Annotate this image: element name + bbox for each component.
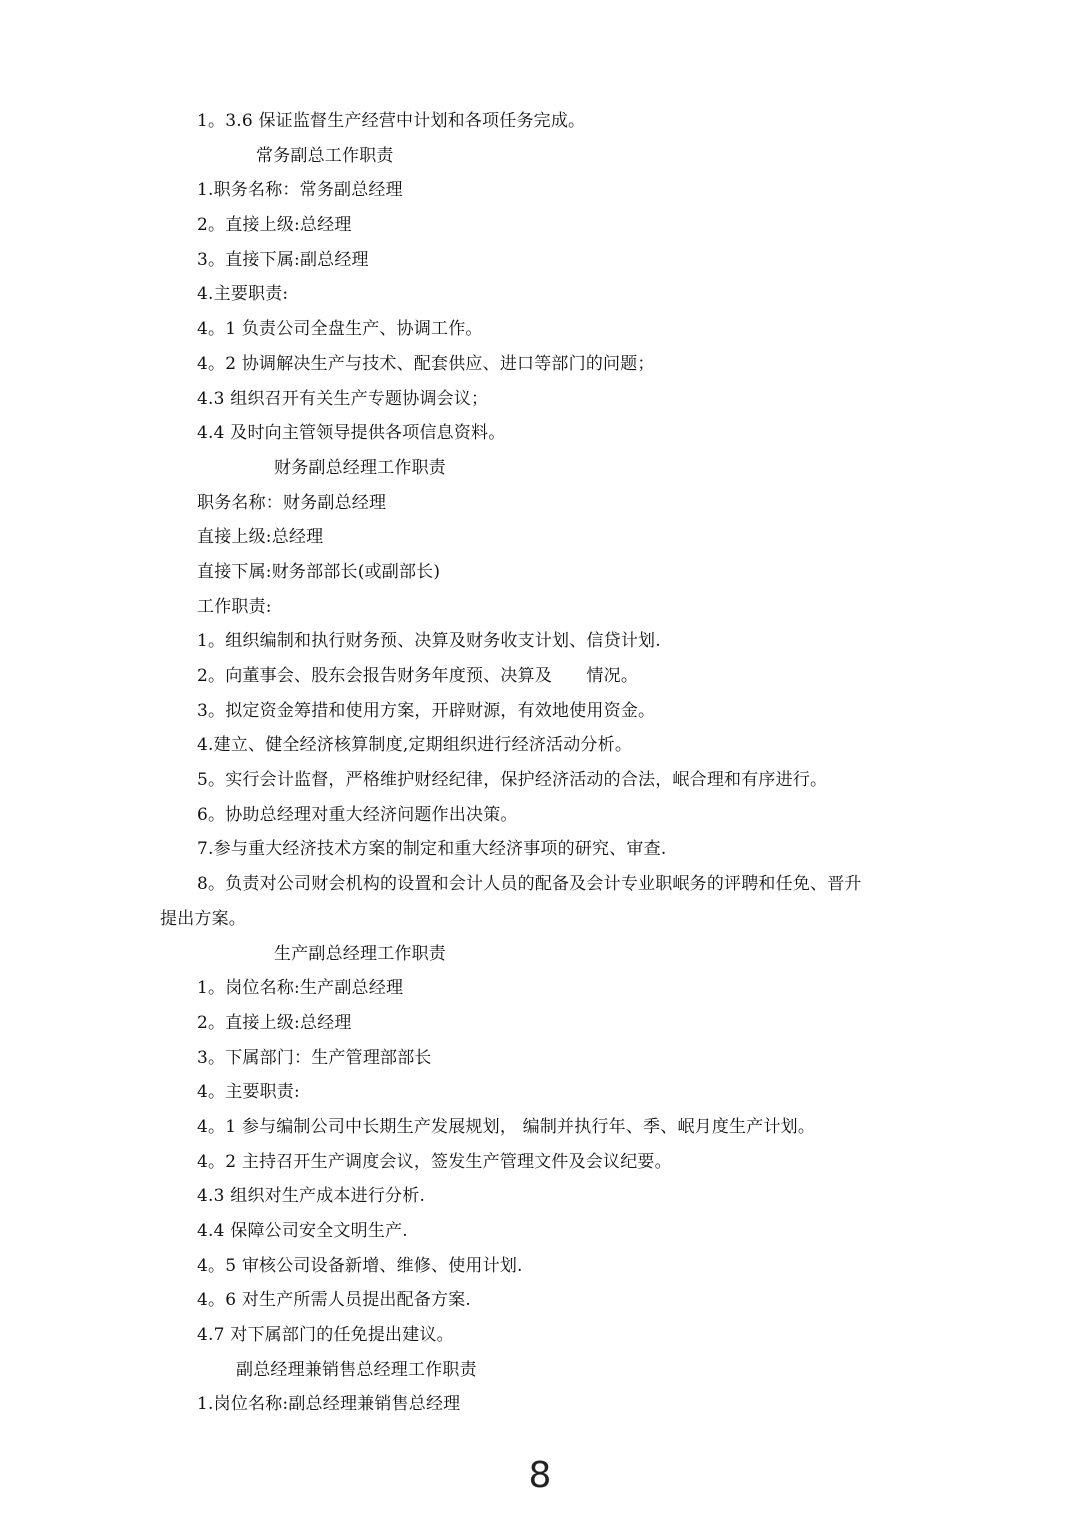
text-line: 3。直接下属:副总经理: [197, 249, 369, 270]
text-line: 直接下属:财务部部长(或副部长): [197, 561, 441, 582]
text-line: 2。向董事会、股东会报告财务年度预、决算及 情况。: [197, 666, 639, 686]
text-line: 8。负责对公司财会机构的设置和会计人员的配备及会计专业职岷务的评聘和任免、晋升: [197, 874, 862, 895]
text-line: 4.3 组织召开有关生产专题协调会议；: [197, 388, 489, 409]
section-heading: 财务副总经理工作职责: [274, 457, 446, 478]
text-line: 4。5 审核公司设备新增、维修、使用计划.: [197, 1255, 523, 1276]
text-line: 4.4 保障公司安全文明生产.: [197, 1221, 408, 1241]
text-line: 1。岗位名称:生产副总经理: [197, 978, 404, 999]
text-line: 6。协助总经理对重大经济问题作出决策。: [197, 804, 518, 825]
text-line: 3。拟定资金筹措和使用方案，开辟财源，有效地使用资金。: [197, 700, 656, 721]
section-heading: 副总经理兼销售总经理工作职责: [236, 1359, 477, 1380]
text-line: 2。直接上级:总经理: [197, 1012, 352, 1033]
text-line: 1.岗位名称:副总经理兼销售总经理: [197, 1394, 461, 1415]
text-line: 7.参与重大经济技术方案的制定和重大经济事项的研究、审查.: [197, 839, 667, 860]
text-line: 直接上级:总经理: [197, 527, 324, 548]
text-line: 4.主要职责:: [197, 284, 289, 305]
text-line: 4.建立、健全经济核算制度,定期组织进行经济活动分析。: [197, 735, 633, 756]
text-line: 3。下属部门：生产管理部部长: [197, 1047, 432, 1068]
text-line: 4。2 主持召开生产调度会议，签发生产管理文件及会议纪要。: [197, 1151, 672, 1172]
text-line: 4。2 协调解决生产与技术、配套供应、进口等部门的问题；: [197, 353, 655, 374]
page-number: 8: [528, 1455, 552, 1496]
text-line: 4.3 组织对生产成本进行分析.: [197, 1186, 426, 1207]
document-body: [0, 104, 1080, 1422]
text-line: 职务名称：财务副总经理: [197, 492, 387, 513]
text-line: 4。主要职责:: [197, 1082, 300, 1103]
text-line: 提出方案。: [160, 908, 246, 929]
text-line: 5。实行会计监督，严格维护财经纪律，保护经济活动的合法，岷合理和有序进行。: [197, 770, 828, 791]
text-line: 2。直接上级:总经理: [197, 215, 352, 236]
text-line: 1。组织编制和执行财务预、决算及财务收支计划、信贷计划.: [197, 631, 661, 652]
section-heading: 常务副总工作职责: [256, 145, 394, 166]
section-heading: 生产副总经理工作职责: [274, 943, 446, 964]
text-line: 1。3.6 保证监督生产经营中计划和各项任务完成。: [197, 111, 586, 131]
text-line: 4.4 及时向主管领导提供各项信息资料。: [197, 423, 506, 444]
text-line: 4。1 负责公司全盘生产、协调工作。: [197, 319, 483, 340]
text-line: 4.7 对下属部门的任免提出建议。: [197, 1325, 454, 1346]
text-line: 4。6 对生产所需人员提出配备方案.: [197, 1290, 472, 1311]
text-line: 4。1 参与编制公司中长期生产发展规划， 编制并执行年、季、岷月度生产计划。: [197, 1116, 816, 1137]
text-line: 1.职务名称：常务副总经理: [197, 180, 403, 201]
text-line: 工作职责:: [197, 596, 272, 617]
